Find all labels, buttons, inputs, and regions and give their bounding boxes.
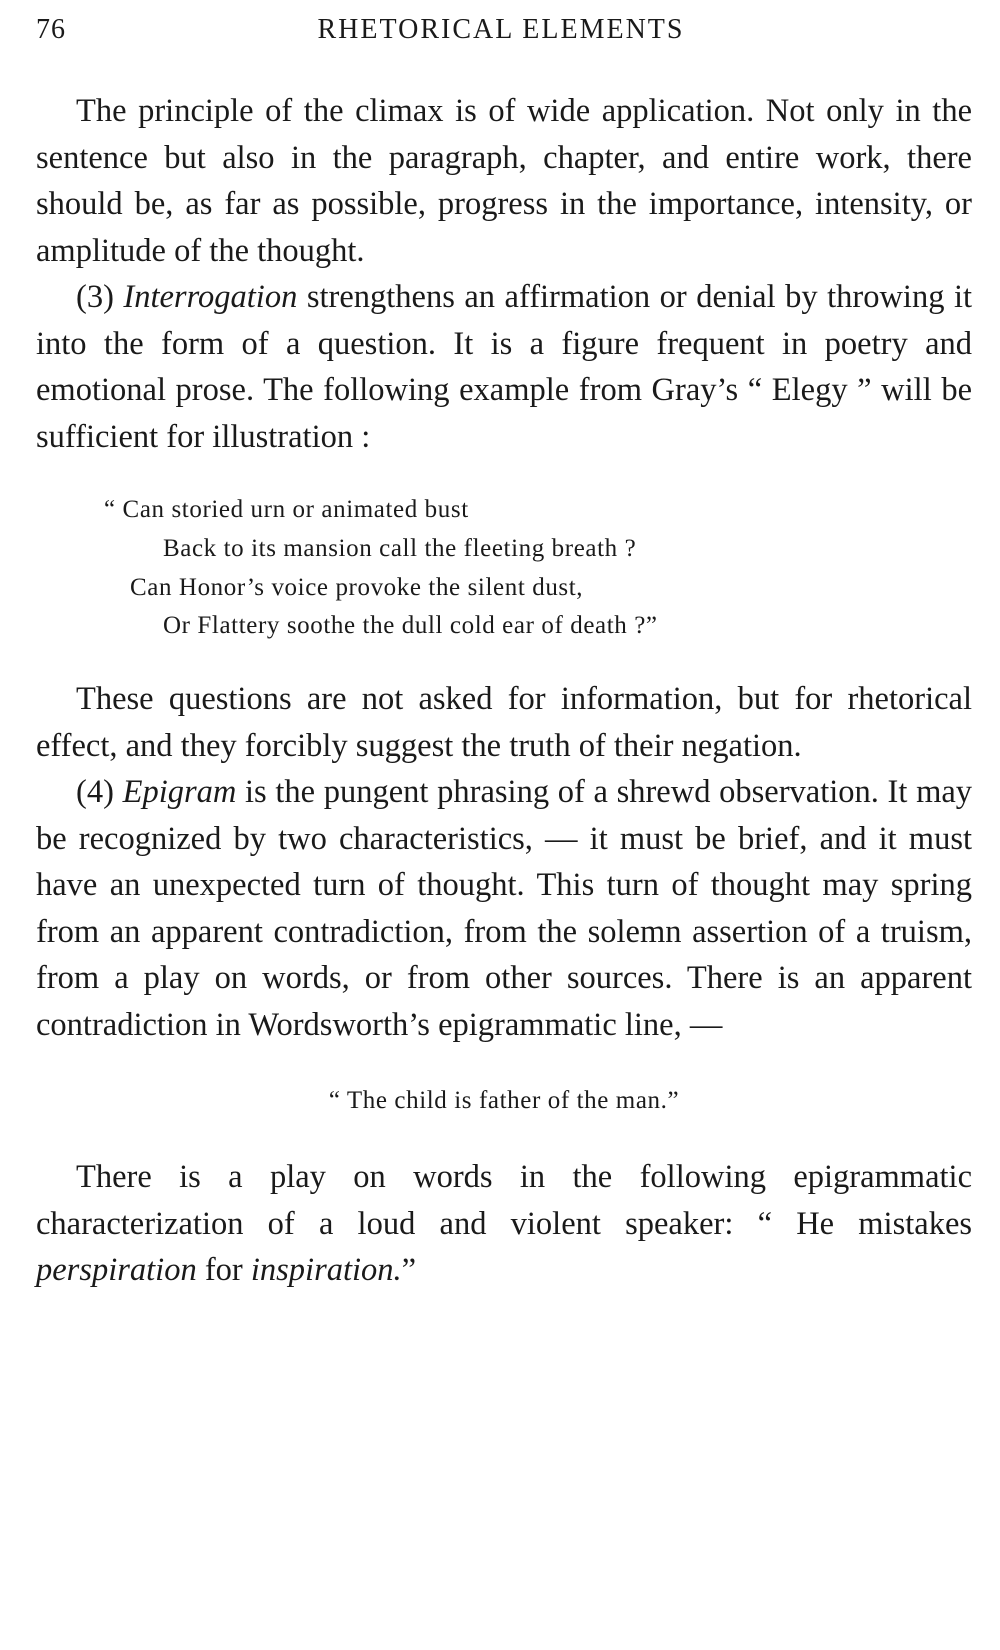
epigram-text: is the pungent phrasing of a shrewd observation. It may be recognized by two characteristics, — it must be brief, and it must have an unexpected turn of thought. This turn of thought may spring from an apparent contradiction, from the solemn assertion of a truism, from a play on words, or from other sources. There is an apparent contradiction in Wordsworth’s epigrammatic line, —	[36, 774, 973, 1043]
verse-line: Can Honor’s voice provoke the silent dust,	[130, 573, 584, 601]
paragraph-climax: The principle of the climax is of wide application. Not only in the sentence but also in the paragraph, chapter, and entire work, there should be, as far as possible, progress in the importance, intensity, or amplitude of the thought.	[36, 93, 972, 269]
quote-for: for	[204, 1252, 243, 1289]
running-title: RHETORICAL ELEMENTS	[317, 14, 685, 45]
body-text	[36, 88, 972, 1294]
section-number: (4)	[76, 774, 114, 811]
section-number: (3)	[76, 279, 114, 315]
play-on-words-text: There is a play on words in the following epigrammatic characterization of a loud and violent speaker:	[36, 1159, 972, 1242]
verse-line: Or Flattery soothe the dull cold ear of death ?”	[163, 612, 658, 640]
paragraph-epigram	[36, 769, 972, 1048]
quote-open: “ He mistakes	[757, 1205, 973, 1242]
running-head	[36, 14, 966, 54]
term-perspiration: perspiration	[36, 1252, 197, 1289]
term-epigram: Epigram	[122, 774, 237, 811]
interrogation-text: strengthens an affirmation or denial by throwing it into the form of a question. It is a figure frequent in poetry and emotional prose. The following example from Gray’s “ Elegy ” will be sufficient for illustration :	[36, 279, 973, 455]
paragraph-play-on-words	[36, 1154, 972, 1294]
paragraph-interrogation	[36, 274, 972, 460]
quote-close: ”	[401, 1252, 417, 1289]
term-inspiration: inspiration.	[250, 1252, 402, 1289]
term-interrogation: Interrogation	[123, 279, 298, 315]
verse-quotation	[36, 491, 972, 646]
verse-line: Back to its mansion call the fleeting breath ?	[163, 534, 637, 562]
page-number: 76	[36, 14, 66, 45]
verse-line: “ Can storied urn or animated bust	[104, 496, 469, 523]
paragraph-questions: These questions are not asked for information, but for rhetorical effect, and they forcibly suggest the truth of their negation.	[36, 681, 972, 764]
epigram-quotation: “ The child is father of the man.”	[328, 1087, 680, 1115]
